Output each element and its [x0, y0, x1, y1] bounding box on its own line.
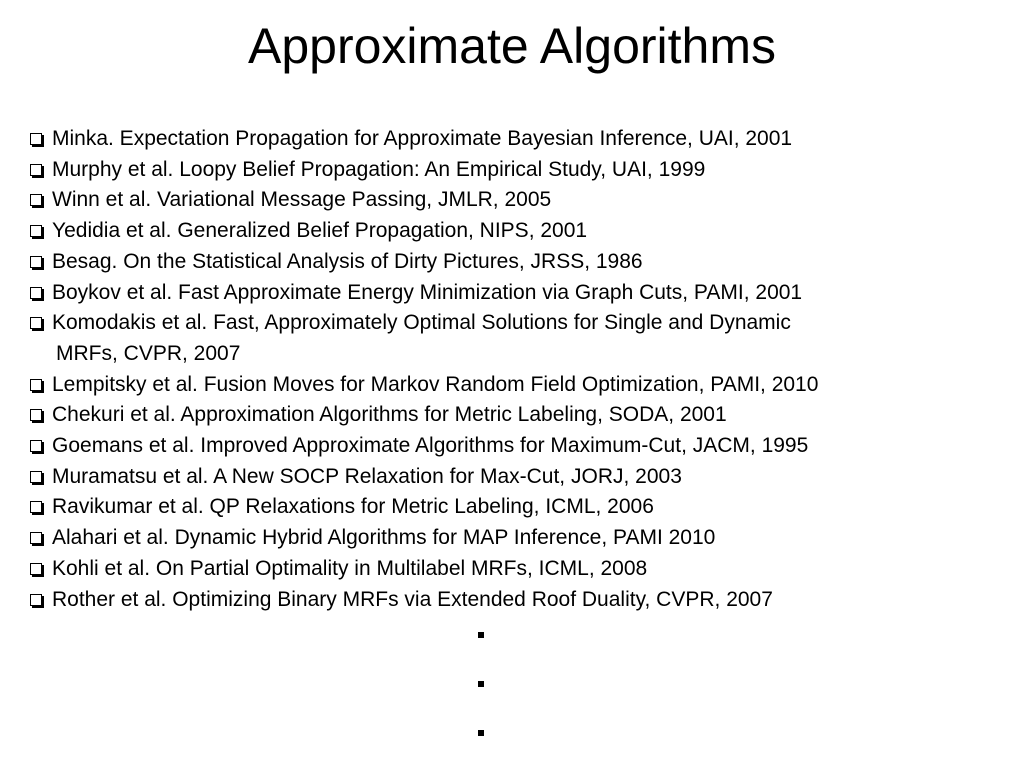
reference-line: Ravikumar et al. QP Relaxations for Metric Labeling, ICML, 2006	[52, 495, 654, 519]
reference-item	[30, 585, 1010, 616]
reference-line: Rother et al. Optimizing Binary MRFs via Extended Roof Duality, CVPR, 2007	[52, 587, 773, 611]
reference-item	[30, 278, 1010, 309]
reference-item	[30, 400, 1010, 431]
reference-item	[30, 523, 1010, 554]
reference-text	[52, 370, 1002, 401]
reference-line: Lempitsky et al. Fusion Moves for Markov Random Field Optimization, PAMI, 2010	[52, 372, 819, 396]
hollow-square-bullet-icon	[30, 225, 42, 237]
reference-line: Murphy et al. Loopy Belief Propagation: An Empirical Study, UAI, 1999	[52, 157, 706, 181]
reference-text	[52, 308, 1002, 369]
reference-line: Minka. Expectation Propagation for Approximate Bayesian Inference, UAI, 2001	[52, 127, 793, 150]
reference-item	[30, 308, 1010, 369]
reference-line: Chekuri et al. Approximation Algorithms for Metric Labeling, SODA, 2001	[52, 403, 727, 427]
reference-text	[52, 492, 1002, 523]
reference-item	[30, 462, 1010, 493]
hollow-square-bullet-icon	[30, 317, 42, 329]
reference-item	[30, 370, 1010, 401]
hollow-square-bullet-icon	[30, 164, 42, 176]
reference-text	[52, 431, 1002, 462]
ellipsis-dot	[478, 632, 484, 638]
slide-title: Approximate Algorithms	[247, 18, 776, 74]
reference-item	[30, 216, 1010, 247]
reference-line: Besag. On the Statistical Analysis of Dirty Pictures, JRSS, 1986	[52, 249, 643, 273]
reference-text	[52, 462, 1002, 493]
reference-text	[52, 124, 1002, 155]
reference-line: Alahari et al. Dynamic Hybrid Algorithms for MAP Inference, PAMI 2010	[52, 526, 716, 550]
reference-item	[30, 185, 1010, 216]
reference-text	[52, 278, 1002, 309]
reference-text	[52, 216, 1002, 247]
reference-line: Yedidia et al. Generalized Belief Propagation, NIPS, 2001	[52, 219, 588, 243]
reference-item	[30, 155, 1010, 186]
hollow-square-bullet-icon	[30, 256, 42, 268]
reference-list	[30, 124, 1010, 615]
reference-item	[30, 431, 1010, 462]
reference-text	[52, 523, 1002, 554]
hollow-square-bullet-icon	[30, 594, 42, 606]
reference-text	[52, 247, 1002, 278]
reference-line: Kohli et al. On Partial Optimality in Multilabel MRFs, ICML, 2008	[52, 556, 648, 580]
reference-text	[52, 554, 1002, 585]
ellipsis-dot	[478, 681, 484, 687]
reference-item	[30, 124, 1010, 155]
ellipsis-dot	[478, 730, 484, 736]
hollow-square-bullet-icon	[30, 501, 42, 513]
reference-continuation-line: MRFs, CVPR, 2007	[56, 341, 241, 365]
hollow-square-bullet-icon	[30, 563, 42, 575]
reference-text	[52, 585, 1002, 616]
hollow-square-bullet-icon	[30, 409, 42, 421]
reference-line: Boykov et al. Fast Approximate Energy Minimization via Graph Cuts, PAMI, 2001	[52, 280, 803, 304]
reference-line: Goemans et al. Improved Approximate Algorithms for Maximum-Cut, JACM, 1995	[52, 434, 809, 458]
reference-text	[52, 400, 1002, 431]
reference-text	[52, 155, 1002, 186]
hollow-square-bullet-icon	[30, 133, 42, 145]
reference-text	[52, 185, 1002, 216]
reference-line: Winn et al. Variational Message Passing, JMLR, 2005	[52, 188, 552, 212]
reference-item	[30, 554, 1010, 585]
vertical-ellipsis-icon	[470, 618, 494, 748]
hollow-square-bullet-icon	[30, 471, 42, 483]
reference-line: Muramatsu et al. A New SOCP Relaxation for Max-Cut, JORJ, 2003	[52, 464, 682, 488]
hollow-square-bullet-icon	[30, 440, 42, 452]
hollow-square-bullet-icon	[30, 532, 42, 544]
reference-item	[30, 247, 1010, 278]
hollow-square-bullet-icon	[30, 379, 42, 391]
hollow-square-bullet-icon	[30, 287, 42, 299]
reference-item	[30, 492, 1010, 523]
reference-line: Komodakis et al. Fast, Approximately Optimal Solutions for Single and Dynamic	[52, 311, 791, 335]
hollow-square-bullet-icon	[30, 194, 42, 206]
